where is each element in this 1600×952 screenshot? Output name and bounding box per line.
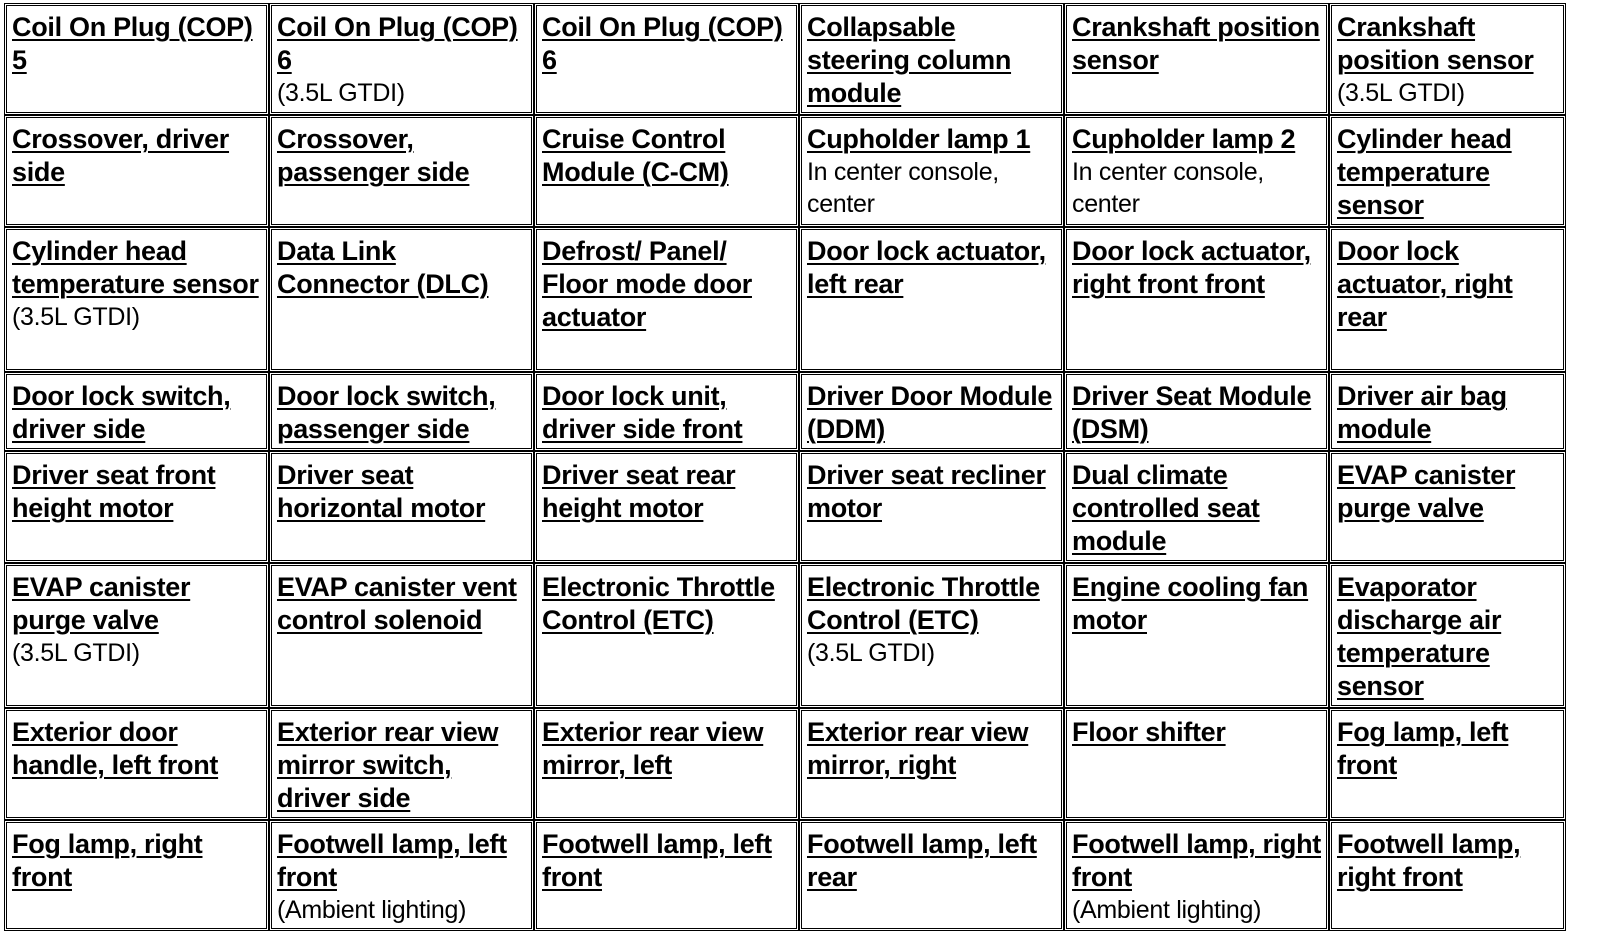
component-link[interactable]: Evaporator discharge air temperature sensor [1337, 572, 1502, 701]
component-note: (3.5L GTDI) [12, 303, 140, 331]
table-cell [534, 372, 799, 451]
table-cell [1064, 563, 1329, 708]
table-row [4, 3, 1566, 115]
table-cell [1329, 451, 1566, 563]
component-note: (Ambient lighting) [1072, 896, 1262, 924]
table-cell [799, 3, 1064, 115]
table-cell [799, 115, 1064, 227]
component-link[interactable]: Door lock unit, driver side front [542, 381, 743, 444]
table-cell [4, 563, 269, 708]
component-link[interactable]: Dual climate controlled seat module [1072, 460, 1260, 556]
component-link[interactable]: Cruise Control Module (C-CM) [542, 124, 729, 187]
component-link[interactable]: Driver air bag module [1337, 381, 1507, 444]
table-cell [1329, 708, 1566, 820]
component-link[interactable]: Door lock actuator, right rear [1337, 236, 1513, 332]
component-link[interactable]: Driver seat front height motor [12, 460, 216, 523]
table-cell [534, 563, 799, 708]
table-cell [1329, 563, 1566, 708]
component-link[interactable]: Crankshaft position sensor [1072, 12, 1320, 75]
component-note: In center console, center [807, 158, 999, 218]
table-cell [1064, 372, 1329, 451]
component-link[interactable]: Exterior rear view mirror, left [542, 717, 764, 780]
table-cell [4, 227, 269, 372]
component-link[interactable]: Cupholder lamp 2 [1072, 124, 1296, 154]
component-note: (3.5L GTDI) [1337, 79, 1465, 107]
component-link[interactable]: Electronic Throttle Control (ETC) [807, 572, 1040, 635]
table-cell [799, 563, 1064, 708]
component-link[interactable]: Crankshaft position sensor [1337, 12, 1534, 75]
component-link[interactable]: Collapsable steering column module [807, 12, 1012, 108]
component-link[interactable]: Fog lamp, right front [12, 829, 203, 892]
table-cell [269, 3, 534, 115]
component-link[interactable]: Crossover, passenger side [277, 124, 470, 187]
table-cell [799, 451, 1064, 563]
component-link[interactable]: Floor shifter [1072, 717, 1226, 747]
table-cell [534, 115, 799, 227]
component-note: (3.5L GTDI) [807, 639, 935, 667]
table-cell [4, 115, 269, 227]
component-link[interactable]: Crossover, driver side [12, 124, 230, 187]
table-cell [799, 372, 1064, 451]
component-link[interactable]: Driver seat horizontal motor [277, 460, 486, 523]
table-cell [1329, 3, 1566, 115]
component-link[interactable]: Driver Door Module (DDM) [807, 381, 1053, 444]
component-link[interactable]: Driver seat rear height motor [542, 460, 736, 523]
component-link[interactable]: Coil On Plug (COP) 6 [542, 12, 783, 75]
table-cell [269, 227, 534, 372]
component-link[interactable]: EVAP canister vent control solenoid [277, 572, 517, 635]
table-cell [269, 708, 534, 820]
table-cell [1064, 708, 1329, 820]
table-cell [1329, 115, 1566, 227]
table-row [4, 227, 1566, 372]
component-index-table [4, 3, 1566, 931]
component-note: (Ambient lighting) [277, 896, 467, 924]
component-link[interactable]: Defrost/ Panel/ Floor mode door actuator [542, 236, 752, 332]
table-cell [269, 451, 534, 563]
table-cell [534, 227, 799, 372]
table-row [4, 563, 1566, 708]
component-link[interactable]: Cylinder head temperature sensor [1337, 124, 1512, 220]
component-link[interactable]: Data Link Connector (DLC) [277, 236, 489, 299]
component-link[interactable]: Exterior rear view mirror switch, driver side [277, 717, 499, 813]
table-cell [1064, 451, 1329, 563]
table-row [4, 451, 1566, 563]
table-body [4, 3, 1566, 931]
component-link[interactable]: Cylinder head temperature sensor [12, 236, 259, 299]
table-cell [4, 3, 269, 115]
component-note: (3.5L GTDI) [12, 639, 140, 667]
table-cell [799, 820, 1064, 931]
table-cell [4, 451, 269, 563]
table-cell [534, 820, 799, 931]
component-link[interactable]: Footwell lamp, left rear [807, 829, 1037, 892]
component-link[interactable]: Exterior door handle, left front [12, 717, 219, 780]
table-cell [1064, 227, 1329, 372]
table-cell [534, 3, 799, 115]
component-link[interactable]: Driver seat recliner motor [807, 460, 1046, 523]
table-cell [4, 820, 269, 931]
table-cell [1329, 372, 1566, 451]
component-link[interactable]: Exterior rear view mirror, right [807, 717, 1029, 780]
component-link[interactable]: EVAP canister purge valve [1337, 460, 1516, 523]
component-link[interactable]: Engine cooling fan motor [1072, 572, 1309, 635]
table-row [4, 115, 1566, 227]
component-link[interactable]: Driver Seat Module (DSM) [1072, 381, 1312, 444]
component-link[interactable]: Door lock switch, driver side [12, 381, 231, 444]
table-cell [269, 820, 534, 931]
component-link[interactable]: Cupholder lamp 1 [807, 124, 1031, 154]
table-cell [269, 115, 534, 227]
component-note: (3.5L GTDI) [277, 79, 405, 107]
table-row [4, 372, 1566, 451]
table-row [4, 708, 1566, 820]
table-row [4, 820, 1566, 931]
table-cell [269, 372, 534, 451]
table-cell [1064, 115, 1329, 227]
component-link[interactable]: Door lock actuator, right front front [1072, 236, 1311, 299]
component-link[interactable]: Footwell lamp, right front [1337, 829, 1521, 892]
table-cell [799, 227, 1064, 372]
table-cell [1064, 3, 1329, 115]
component-link[interactable]: Door lock switch, passenger side [277, 381, 496, 444]
table-cell [4, 372, 269, 451]
component-note: In center console, center [1072, 158, 1264, 218]
component-link[interactable]: Electronic Throttle Control (ETC) [542, 572, 775, 635]
table-cell [534, 451, 799, 563]
table-cell [4, 708, 269, 820]
table-cell [1329, 820, 1566, 931]
table-cell [799, 708, 1064, 820]
component-link[interactable]: Coil On Plug (COP) 6 [277, 12, 518, 75]
component-link[interactable]: Footwell lamp, left front [277, 829, 507, 892]
component-link[interactable]: Door lock actuator, left rear [807, 236, 1046, 299]
component-link[interactable]: Footwell lamp, right front [1072, 829, 1321, 892]
component-link[interactable]: EVAP canister purge valve [12, 572, 191, 635]
component-link[interactable]: Footwell lamp, left front [542, 829, 772, 892]
component-link[interactable]: Fog lamp, left front [1337, 717, 1509, 780]
table-cell [1329, 227, 1566, 372]
table-cell [269, 563, 534, 708]
table-cell [1064, 820, 1329, 931]
component-link[interactable]: Coil On Plug (COP) 5 [12, 12, 253, 75]
table-cell [534, 708, 799, 820]
